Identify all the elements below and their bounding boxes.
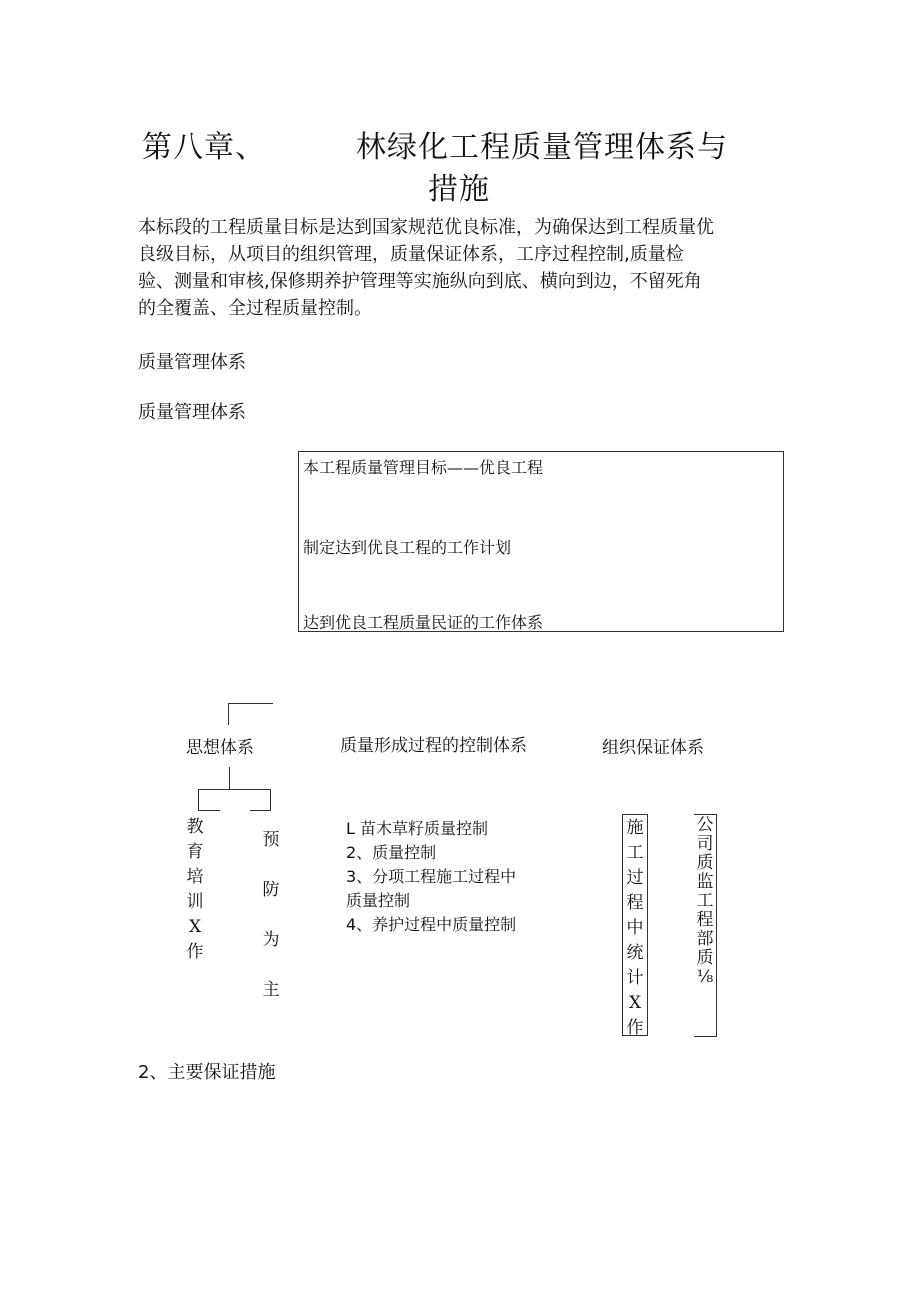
connector-line xyxy=(229,767,230,789)
quality-goal-box xyxy=(298,451,784,632)
column-char: 育 xyxy=(186,842,204,862)
column-char: 公 xyxy=(696,815,714,835)
column-char: 施 xyxy=(626,818,644,838)
column-char: X xyxy=(188,917,202,937)
column-char: 程 xyxy=(626,893,644,913)
column-char: 主 xyxy=(262,980,280,1000)
column-char: 工 xyxy=(696,891,714,911)
intro-line: 本标段的工程质量目标是达到国家规范优良标准，为确保达到工程质量优 xyxy=(138,217,714,238)
connector-line xyxy=(198,789,270,790)
list-item: L 苗木草籽质量控制 xyxy=(346,819,489,838)
column-char: 监 xyxy=(696,872,714,892)
column-char: 防 xyxy=(262,880,280,900)
column-char: 预 xyxy=(262,830,280,850)
connector-line xyxy=(198,789,199,811)
column-char: 训 xyxy=(186,892,204,912)
intro-paragraph xyxy=(138,214,788,322)
column-char: 工 xyxy=(626,843,644,863)
column-char: 计 xyxy=(626,968,644,988)
work-system-line: 达到优良工程质量民证的工作体系 xyxy=(303,613,544,632)
list-item: 2、质量控制 xyxy=(346,843,437,862)
column-char: 为 xyxy=(262,930,280,950)
column-char: ⅛ xyxy=(696,967,714,987)
section-heading: 质量管理体系 xyxy=(138,352,246,373)
chapter-title-main: 林绿化工程质量管理体系与 xyxy=(356,130,728,165)
intro-line: 的全覆盖、全过程质量控制。 xyxy=(138,298,372,319)
column-char: X xyxy=(628,993,642,1013)
company-qa-column xyxy=(694,816,716,987)
intro-line: 良级目标，从项目的组织管理，质量保证体系，工序过程控制,质量检 xyxy=(138,244,684,265)
connector-line xyxy=(228,703,229,725)
column-char: 质 xyxy=(696,853,714,873)
list-item: 质量控制 xyxy=(346,891,411,910)
goal-line: 本工程质量管理目标——优良工程 xyxy=(303,458,544,477)
column-char: 教 xyxy=(186,817,204,837)
column-char: 培 xyxy=(186,867,204,887)
column-char: 司 xyxy=(696,834,714,854)
connector-line xyxy=(228,703,273,704)
column-char: 作 xyxy=(186,942,204,962)
chapter-title-line2: 措施 xyxy=(428,172,490,207)
column-char: 质 xyxy=(696,948,714,968)
column-char: 统 xyxy=(626,943,644,963)
prevention-column xyxy=(260,815,282,1015)
column-char: 过 xyxy=(626,868,644,888)
section-2-heading: 2、主要保证措施 xyxy=(138,1062,276,1083)
org-guarantee-system-label: 组织保证体系 xyxy=(602,738,704,758)
column-char: 程 xyxy=(696,910,714,930)
intro-line: 验、测量和审核,保修期养护管理等实施纵向到底、横向到边，不留死角 xyxy=(138,271,702,292)
education-training-column xyxy=(184,815,206,965)
chapter-title-prefix: 第八章、 xyxy=(142,130,266,165)
plan-line: 制定达到优良工程的工作计划 xyxy=(303,538,512,557)
section-subheading: 质量管理体系 xyxy=(138,402,246,423)
column-char: 中 xyxy=(626,918,644,938)
list-item: 4、养护过程中质量控制 xyxy=(346,915,517,934)
process-control-system-label: 质量形成过程的控制体系 xyxy=(340,736,527,756)
column-char: 部 xyxy=(696,929,714,949)
connector-line xyxy=(250,810,271,811)
column-char: 作 xyxy=(626,1018,644,1038)
construction-stats-box xyxy=(622,814,648,1036)
control-list xyxy=(346,817,516,937)
bracket-line xyxy=(716,814,717,1036)
list-item: 3、分项工程施工过程中 xyxy=(346,867,517,886)
bracket-line xyxy=(694,1036,717,1037)
thought-system-label: 思想体系 xyxy=(186,738,254,758)
connector-line xyxy=(198,810,220,811)
connector-line xyxy=(270,789,271,811)
